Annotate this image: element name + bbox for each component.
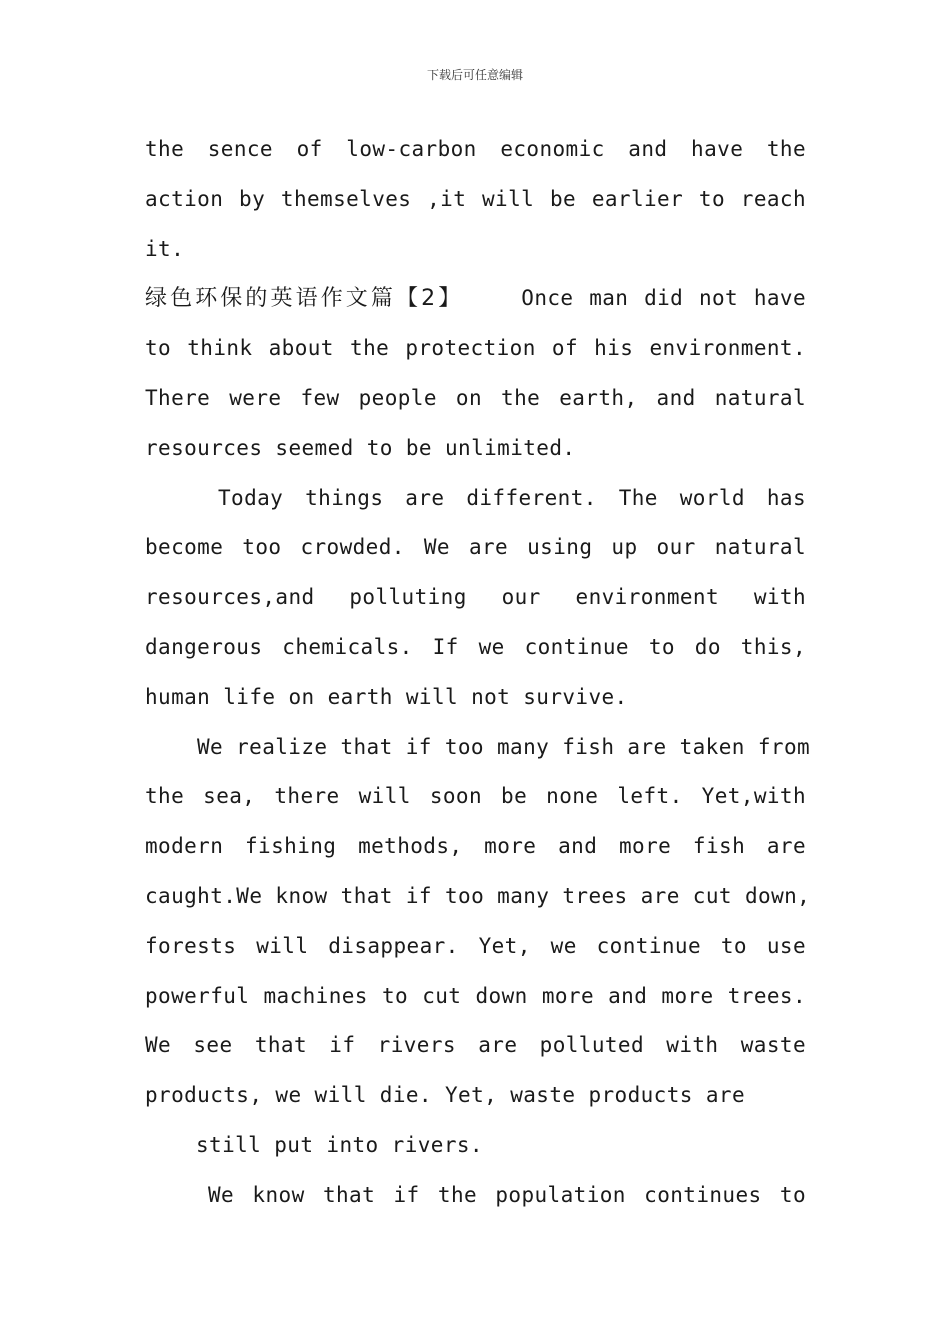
line-text: the sea, there will soon be none left. Yet,with — [145, 784, 806, 809]
line-text: dangerous chemicals. If we continue to do this, — [145, 634, 806, 659]
text-line — [145, 324, 806, 374]
line-text: to think about the protection of his environment. — [145, 336, 806, 361]
text-line — [145, 822, 806, 872]
text-line — [145, 673, 806, 723]
line-text: still put into rivers. — [196, 1132, 483, 1157]
text-line — [145, 772, 806, 822]
text-line — [145, 424, 806, 474]
text-line — [145, 374, 806, 424]
text-line — [145, 225, 806, 275]
text-line — [145, 872, 811, 922]
text-line — [145, 1021, 806, 1071]
line-text: forests will disappear. Yet, we continue to use — [145, 933, 806, 958]
line-text: We realize that if too many fish are taken from — [197, 734, 811, 759]
line-text: resources seemed to be unlimited. — [145, 435, 576, 460]
line-text: it. — [145, 236, 185, 261]
line-text: There were few people on the earth, and natural — [145, 385, 806, 410]
line-text: modern fishing methods, more and more fish are — [145, 834, 806, 859]
line-text: powerful machines to cut down more and more trees. — [145, 983, 806, 1008]
text-line — [145, 474, 806, 524]
text-line — [145, 922, 806, 972]
text-line — [145, 573, 806, 623]
line-text: Today things are different. The world has — [218, 485, 806, 510]
text-line — [145, 723, 811, 773]
line-text: caught.We know that if too many trees are cut down, — [145, 883, 811, 908]
text-line — [145, 972, 806, 1022]
text-line — [145, 125, 806, 175]
text-line — [145, 623, 806, 673]
page-header: 下载后可任意编辑 — [426, 68, 523, 82]
line-text: action by themselves ,it will be earlier to reach — [145, 186, 806, 211]
line-text: resources,and polluting our environment with — [145, 585, 806, 610]
text-line — [145, 1071, 806, 1121]
line-text: become too crowded. We are using up our natural — [145, 535, 806, 560]
line-text: the sence of low-carbon economic and have the — [145, 137, 806, 161]
text-line — [145, 274, 806, 324]
line-text: We see that if rivers are polluted with waste — [145, 1033, 806, 1058]
text-line — [145, 1171, 806, 1221]
document-body — [145, 125, 811, 1221]
line-text: products, we will die. Yet, waste products are — [145, 1083, 745, 1108]
line-text: We know that if the population continues to — [208, 1182, 806, 1207]
text-line — [145, 523, 806, 573]
line-text: Once man did not have — [521, 286, 806, 311]
text-line — [145, 1121, 806, 1171]
text-line — [145, 175, 806, 225]
line-text: human life on earth will not survive. — [145, 684, 628, 709]
section-title: 绿色环保的英语作文篇【2】 — [145, 286, 464, 312]
